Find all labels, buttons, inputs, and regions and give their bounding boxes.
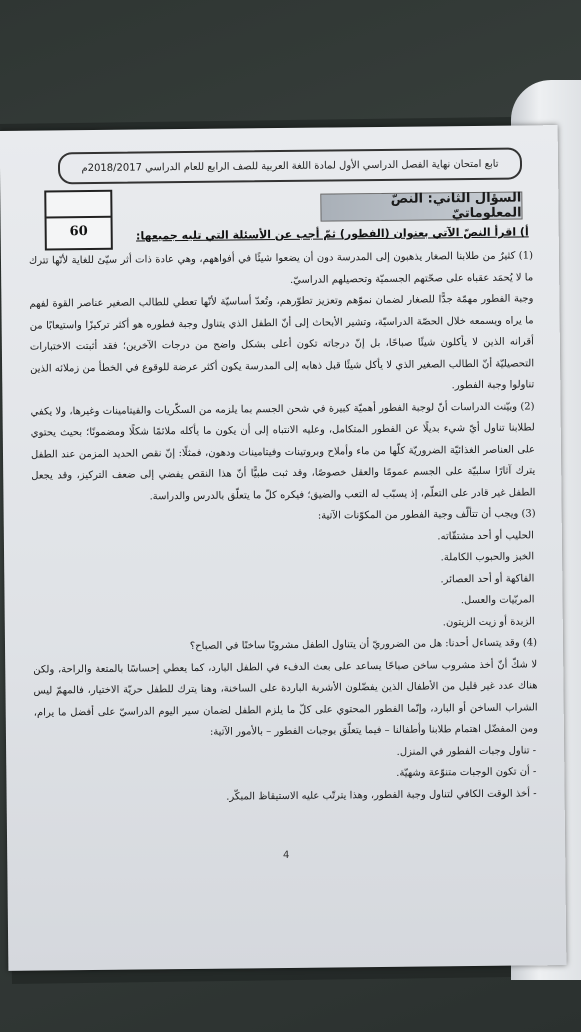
- paragraph-1b: وجبة الفطور مهمّة جدًّا للصغار لضمان نموّهم وتعزيز تطوّرهم، وتُعدّ أساسيّة لأنّها تعطي للطالب الصغير عناصر القوة لفهم ما يراه ويسمعه خلال الحصّة الدراسيّة، وتشير الأبحاث إلى أنّ الطفل الذي يتناول وجبة فطوره هو أكثر تركيزًا واستيعابًا من أقرانه الذين لا يأكلون شيئًا صباحًا، بل إنّ درجاته تكون أعلى بشكل واضح من درجات الآخرين؛ فقد أثبتت الاختبارات التحصيليّة أنّ الطالب الصغير الذي لا يأكل شيئًا قبل ذهابه إلى المدرسة يكون أكثر عرضة للوقوع في الخطأ من زملائه الذين تناولوا وجبة الفطور.: [29, 293, 535, 392]
- tip-item: - أخذ الوقت الكافي لتناول وجبة الفطور، وهذا يترتّب عليه الاستيقاظ المبكّر.: [226, 787, 537, 803]
- paragraph-1: (1) كثيرٌ من طلابنا الصغار يذهبون إلى المدرسة دون أن يضعوا شيئًا في أفواههم، وهي عادة ذات أثر سيّئ للغاية لأنّها تترك ما لا يُحمَد عقباه على صحّتهم الجسميّة وتحصيلهم الدراسيّ.: [28, 250, 534, 286]
- max-score: 60: [69, 224, 88, 240]
- paragraph-3: (3) ويجب أن تتألّف وجبة الفطور من المكوّنات الآتية:: [317, 508, 536, 522]
- list-item: الخبز والحبوب الكاملة.: [440, 551, 535, 564]
- paragraph-5: لا شكّ أنّ أخذ مشروب ساخن صباحًا يساعد على بعث الدفء في الطفل البارد، كما يعطي إحساسًا بالمتعة والراحة، ولكن هناك عدد غير قليل من الأطفال الذين يفضّلون الأشربة الباردة على الساخنة، وهنا يترك للطفل حريّة الاختيار، فالمهمّ ليس الشراب الساخن أو البارد، وإنّما الفطور المحتوي على كلّ ما يلزم الطفل لضمان سير اليوم الدراسيّ على أفضل ما يرام، ومن المفضّل اهتمام طلابنا وأطفالنا – فيما يتعلّق بوجبات الفطور – بالأمور الآتية:: [33, 658, 538, 738]
- exam-page: [0, 125, 566, 971]
- page-number: 4: [282, 849, 290, 862]
- list-item: الفاكهة أو أحد العصائر.: [440, 572, 535, 585]
- passage: [29, 245, 539, 809]
- paragraph-4: (4) وقد يتساءل أحدنا: هل من الضروريّ أن يتناول الطفل مشروبًا ساخنًا في الصباح؟: [189, 637, 538, 652]
- tip-item: - تناول وجبات الفطور في المنزل.: [396, 744, 537, 758]
- score-box: [44, 190, 113, 251]
- section-instruction: أ) اقرأ النصّ الآتي بعنوان (الفطور) ثمّ أجب عن الأسئلة التي تليه جميعها:: [135, 225, 529, 243]
- section-title: السؤال الثاني: النصّ المعلوماتيّ: [320, 191, 522, 221]
- exam-header: [58, 147, 522, 184]
- tip-item: - أن تكون الوجبات متنوّعة وشهيّة.: [396, 766, 537, 779]
- list-item: الحليب أو أحد مشتقّاته.: [437, 529, 534, 542]
- score-divider: [47, 216, 111, 219]
- list-item: الزبدة أو زيت الزيتون.: [442, 615, 535, 628]
- paragraph-2: (2) وبيّنت الدراسات أنّ لوجبة الفطور أهميّة كبيرة في شحن الجسم بما يلزمه من السكّريات والفيتامينات وغيرها، ولا يكفي لطلابنا تناول أيّ شيء بديلًا عن الفطور المتكامل، وعليه الانتباه إلى أن يكون ما يأكله ملائمًا شكلًا ومضمونًا؛ بحيث يحتوي على العناصر الغذائيّة الضروريّة كلّها من ماء وأملاح وبروتينات وفيتامينات ودهون، فمثلًا: إنّ نقص الحديد المزمن عند الطفل يترك آثارًا سلبيّة على الجسم عمومًا والعقل خصوصًا، وقد ثبت طبيًّا أنّ هذا النقص يفضي إلى ضعف التركيز، وقد يجعل الطفل غير قادر على التعلّم، إذ يسبّب له التعب والضيق؛ فيكره كلّ ما يتعلّق بالدرس والدراسة.: [30, 400, 536, 502]
- list-item: المربّيات والعسل.: [460, 594, 535, 607]
- exam-title: تابع امتحان نهاية الفصل الدراسي الأول لمادة اللغة العربية للصف الرابع للعام الدراسي 2018/2017م: [81, 158, 499, 174]
